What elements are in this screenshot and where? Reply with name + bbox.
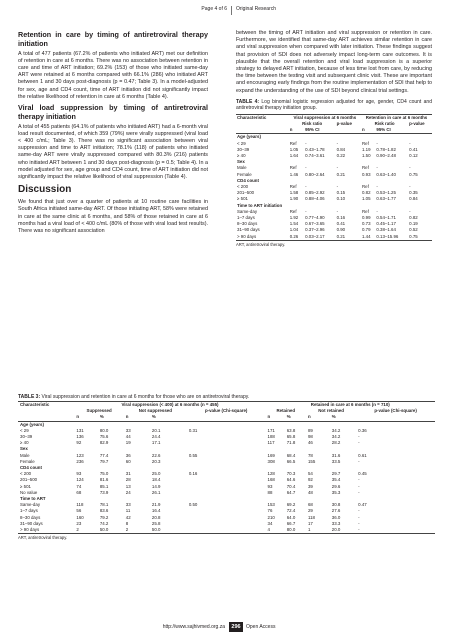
table-cell: 136 <box>76 434 84 440</box>
table-cell: Ref <box>289 165 297 171</box>
table-cell: 28.2 <box>331 440 341 446</box>
table-cell: 80.0 <box>285 527 306 534</box>
table3-header-not-retained: Not retained <box>318 408 344 414</box>
table-cell: 68 <box>307 502 313 508</box>
header-divider <box>231 6 232 15</box>
table-cell: 89 <box>307 427 313 433</box>
table-cell: 0.12 <box>409 153 418 159</box>
table-cell: 74 <box>76 483 82 489</box>
table-cell: 0.38–1.64 <box>376 227 396 233</box>
table-cell: 23 <box>76 520 82 526</box>
row-label: 30–39 <box>20 434 33 440</box>
page-indicator: Page 4 of 6 <box>201 6 227 12</box>
table-cell: 20.8 <box>151 514 161 520</box>
page-footer <box>0 622 453 634</box>
table-cell: - <box>358 508 360 514</box>
row-label: ≥ 40 <box>237 153 246 159</box>
row-label: Same-day <box>20 502 41 508</box>
table-cell: 24.4 <box>151 434 161 440</box>
table3-footnote: ART, antiretroviral therapy. <box>18 535 68 541</box>
table-cell: 1.04 <box>289 227 299 233</box>
table-cell: 31 <box>125 471 131 477</box>
table-cell: 188 <box>267 434 275 440</box>
table-cell: 72.4 <box>286 508 296 514</box>
table-cell: 1.54 <box>289 221 299 227</box>
table-cell: - <box>305 208 307 214</box>
table-cell: 21.9 <box>151 502 161 508</box>
table4-header-p: p-value <box>336 121 352 127</box>
table-cell: 1.50 <box>361 153 371 159</box>
table4-header-viral: Viral suppression at 6 months <box>289 114 361 121</box>
row-label: < 200 <box>20 471 32 477</box>
section-heading-viral-load: Viral load suppression by timing of antiretroviral therapy initiation <box>18 103 208 121</box>
row-label: Same-day <box>237 208 258 214</box>
paragraph-viral-load: A total of 455 patients (64.1% of patients who initiated ART) had a 6-month viral load result documented, of which 359 (79%) were virally suppressed (viral load < 400 c/mL; Table 3). There was no significant association between viral suppression and time to ART initiation; 78.1% (118) of patients who initiated same-day ART were virally suppressed compared with 80.3% (216) patients who initiated ART between 1 and 30 days post-diagnosis (p = 0.5; Table 4). In a model adjusted for sex, age group and CD4 count, time of ART initiation did not significantly impact the relative likelihood of viral suppression (Table 4). <box>18 123 208 181</box>
table-cell: 64.0 <box>286 514 296 520</box>
table-cell: 68 <box>76 489 82 495</box>
table-cell: 0.03–2.17 <box>304 234 335 241</box>
table-cell: 83.6 <box>99 508 109 514</box>
row-label: 201–500 <box>237 190 255 196</box>
row-label: 31–90 days <box>237 227 260 233</box>
table4-header-retention: Retention in care at 6 months <box>361 114 432 121</box>
table-cell: 0.77–4.90 <box>305 215 325 221</box>
table-cell: Ref <box>361 140 369 146</box>
table-cell: 19 <box>125 440 131 446</box>
section-heading-retention: Retention in care by timing of antiretroviral therapy initiation <box>18 30 208 48</box>
table3-header-retained: Retained in care at 6 months (n = 710) <box>266 402 435 409</box>
table-cell: 93 <box>267 483 273 489</box>
table-cell: 0.21 <box>336 234 361 241</box>
table-cell: 0.82 <box>361 190 371 196</box>
table4-header-n2: n <box>361 127 375 134</box>
table-cell: 92 <box>307 477 313 483</box>
table-cell: 14.9 <box>151 483 161 489</box>
table-cell: 16.4 <box>151 508 161 514</box>
table-cell: 2 <box>74 527 97 534</box>
open-access-label: Open Access <box>246 624 276 630</box>
table-cell: 28 <box>125 477 131 483</box>
table-cell: 131 <box>76 427 84 433</box>
table-cell: 0.16 <box>336 215 346 221</box>
table-cell: 35.4 <box>331 477 341 483</box>
table-cell: 25.8 <box>151 520 161 526</box>
table-row <box>18 527 435 534</box>
table-cell: 25.0 <box>151 471 161 477</box>
table-cell: - <box>358 440 360 446</box>
table-cell: 54 <box>307 471 313 477</box>
table-cell: 20.3 <box>151 458 161 464</box>
table4-group-label: Time to ART initiation <box>237 202 283 208</box>
table-cell: 66.5 <box>286 458 296 464</box>
table-cell: Ref <box>289 140 297 146</box>
table-cell: 124 <box>76 477 84 483</box>
table-cell: - <box>336 165 339 171</box>
table-cell: 0.99 <box>361 215 371 221</box>
table-cell: - <box>305 184 307 190</box>
table-cell: 56 <box>76 508 82 514</box>
table-cell: 0.63–1.77 <box>376 196 396 202</box>
table-cell: - <box>376 184 378 190</box>
table-cell: - <box>409 140 411 146</box>
row-label: < 200 <box>237 184 249 190</box>
table-cell: 65.8 <box>286 434 296 440</box>
table-cell: 68.4 <box>286 452 296 458</box>
row-label: < 29 <box>20 427 29 433</box>
table-cell: 0.82 <box>409 215 418 221</box>
table-cell: 22.6 <box>151 452 161 458</box>
table-cell: 0.50 <box>188 502 198 508</box>
table3-header-n: n <box>266 414 285 421</box>
table-cell: 0.36 <box>358 427 367 433</box>
table-cell: 0.54–1.71 <box>376 215 396 221</box>
table4-header-ci: 95% CI <box>304 127 335 134</box>
table-cell: 171 <box>267 427 275 433</box>
table-cell: 30.8 <box>331 502 341 508</box>
table-cell: 0.37–2.96 <box>305 227 325 233</box>
table4-caption: TABLE 4: Log binomial logistic regression adjusted for age, gender, CD4 count and antiretroviral therapy initiation group. <box>236 98 432 112</box>
table-cell: 17.1 <box>151 440 161 446</box>
table-cell: 0.53–1.25 <box>376 190 396 196</box>
table-cell: 0.84 <box>336 146 346 152</box>
article-type-label: Original Research <box>236 6 277 12</box>
table-cell: 153 <box>267 502 275 508</box>
table-cell: 2 <box>124 527 150 534</box>
table-cell: 78.1 <box>99 502 109 508</box>
row-label: 201–500 <box>20 477 38 483</box>
table-cell: 85.1 <box>99 483 109 489</box>
table4-group-label: Age (years) <box>237 134 261 140</box>
table4-header-n: n <box>289 127 304 134</box>
table3-header-n: n <box>306 414 330 421</box>
table3-group-label: Age (years) <box>20 421 44 427</box>
table-cell: 1 <box>306 527 330 534</box>
table-cell: 39 <box>307 483 313 489</box>
table-cell: 34.2 <box>331 427 341 433</box>
table-cell: 70.3 <box>286 471 296 477</box>
table-cell: - <box>358 434 360 440</box>
table-cell: 76 <box>267 508 273 514</box>
table-cell: 18.4 <box>151 477 161 483</box>
table3-header-n: n <box>74 414 97 421</box>
table-cell: 70.4 <box>286 483 296 489</box>
table-cell: Ref <box>289 208 297 214</box>
table-cell: 79.7 <box>99 458 109 464</box>
table-cell: 17 <box>307 520 313 526</box>
table-cell: 0.90 <box>336 227 346 233</box>
table-cell: Ref <box>289 184 297 190</box>
table4 <box>236 114 432 241</box>
table-cell: 0.85–2.92 <box>305 190 325 196</box>
paragraph-discussion: We found that just over a quarter of patients at 10 routine care facilities in South Africa initiated same-day ART. Of those initiating ART, 58% were retained in care at the same clinic at 6 months, and 58% of those retained in care at 6 months had a viral load of < 400 c/mL (80% of those with viral load test results). There was no significant association <box>18 199 208 235</box>
table3-header-p1: p-value (Chi-square) <box>204 408 248 414</box>
table-cell: 20.1 <box>151 427 161 433</box>
table-cell: 0.90–2.48 <box>376 153 396 159</box>
table-cell: 0.63–1.40 <box>376 171 396 177</box>
table-cell: 34 <box>267 520 273 526</box>
table-cell: 0.16 <box>188 471 198 477</box>
table-cell: 0.55 <box>188 452 198 458</box>
table3-header-characteristic: Characteristic <box>18 402 74 409</box>
row-label: ≥ 40 <box>20 440 29 446</box>
table-cell: 33 <box>125 427 131 433</box>
table-cell: 75.6 <box>99 434 109 440</box>
table4-header-ci2: 95% CI <box>375 127 408 134</box>
table3-header-suppressed: Suppressed <box>86 408 112 414</box>
table-cell: 77.4 <box>99 452 109 458</box>
table-cell: 0.13–15.96 <box>375 234 408 241</box>
row-label: 31–90 days <box>20 520 43 526</box>
table3-header-pct: % <box>285 414 306 421</box>
table-cell: 1.05 <box>289 146 299 152</box>
table-cell: 29.6 <box>331 483 341 489</box>
table-cell: 36.0 <box>331 514 341 520</box>
table-cell: 66.7 <box>286 520 296 526</box>
right-column <box>236 30 432 248</box>
row-label: 1–7 days <box>20 508 38 514</box>
table-cell: 0.61 <box>358 452 367 458</box>
table-cell: 0.79 <box>361 227 371 233</box>
table-cell: 118 <box>76 502 84 508</box>
paragraph-retention: A total of 477 patients (67.2% of patients who initiated ART) met our definition of retention in care at 6 months. There was no association between retention in care and time of ART initiation; 69.2% (153) of those who initiated same-day ART were retained at 6 months compared with 66.1% (286) who initiated ART between 1 and 30 days post-diagnosis (p = 0.47; Table 3). In a model-adjusted for sex, age and CD4 count, time of ART initiation did not significantly impact the relative likelihood of retention in care at 6 months (Table 4). <box>18 50 208 100</box>
table-cell: 0.15 <box>336 190 346 196</box>
table-cell: 169 <box>267 452 275 458</box>
row-label: 8–30 days <box>237 221 258 227</box>
table-cell: 1.64 <box>289 153 299 159</box>
table-cell: 34.2 <box>331 434 341 440</box>
table-cell: 160 <box>76 514 84 520</box>
table-cell: Ref <box>361 208 369 214</box>
table-cell: 78 <box>307 452 313 458</box>
table-cell: 0.35 <box>409 190 418 196</box>
table-cell: - <box>358 477 360 483</box>
table3-header-n: n <box>124 414 150 421</box>
table-cell: 1.19 <box>361 146 371 152</box>
table-cell: 92 <box>76 440 82 446</box>
row-label: 30–39 <box>237 146 250 152</box>
table-cell: 0.93 <box>361 171 371 177</box>
row-label: > 90 days <box>18 527 74 534</box>
table-cell <box>187 527 266 534</box>
table-cell: 0.41 <box>409 146 418 152</box>
table-cell: 0.47 <box>358 502 367 508</box>
row-label: 1–7 days <box>237 215 255 221</box>
table-cell: 80.0 <box>99 427 109 433</box>
table-cell: 79.2 <box>99 514 109 520</box>
table-cell: - <box>336 140 339 146</box>
table-cell: - <box>305 140 307 146</box>
table-cell: 168 <box>267 477 275 483</box>
table-cell: 4 <box>266 527 285 534</box>
table-cell: 46 <box>307 440 313 446</box>
table-cell: 29 <box>307 508 313 514</box>
table-cell: - <box>356 527 435 534</box>
table-cell: 44 <box>125 434 131 440</box>
table-cell: 88 <box>267 489 273 495</box>
table-cell: 20.0 <box>330 527 356 534</box>
table-cell: 0.21 <box>336 171 346 177</box>
table-cell: 0.84 <box>409 196 418 202</box>
table-cell: 13 <box>125 483 131 489</box>
table-cell: 0.67–3.65 <box>305 221 325 227</box>
table-cell: 75.0 <box>99 471 109 477</box>
table3-group-label: Sex <box>20 446 28 452</box>
row-label: Female <box>237 171 252 177</box>
table-cell: 27.6 <box>331 508 341 514</box>
table-cell: 0.26 <box>289 234 304 241</box>
table3-group-label: CD4 count <box>20 465 42 471</box>
table-row <box>236 234 432 241</box>
table3-header-pct: % <box>330 414 356 421</box>
table-cell: 73.9 <box>99 489 109 495</box>
left-column <box>18 30 208 238</box>
table-cell: 117 <box>267 440 275 446</box>
table-cell: Ref <box>361 165 369 171</box>
table-cell: 8 <box>125 520 129 526</box>
table-cell: 60 <box>125 458 131 464</box>
table-cell: - <box>376 140 378 146</box>
table4-group-label: Sex <box>237 159 245 165</box>
table-cell: - <box>358 514 360 520</box>
table-cell: - <box>358 458 360 464</box>
table3-header-pct: % <box>150 414 187 421</box>
table3-group-label: Time to ART <box>20 496 46 502</box>
row-label: Male <box>237 165 247 171</box>
table-cell: 48 <box>307 489 313 495</box>
table4-footnote: ART, antiretroviral therapy. <box>236 241 286 247</box>
table-cell: 1.44 <box>361 234 375 241</box>
table-cell: 0.75 <box>409 171 418 177</box>
table-cell: 74.2 <box>99 520 109 526</box>
table4-header-p2: p-value <box>409 121 425 127</box>
table-cell: - <box>336 208 339 214</box>
table-cell: 210 <box>267 514 275 520</box>
table-cell: 42 <box>125 514 131 520</box>
table-cell: 26.1 <box>151 489 161 495</box>
table-cell: - <box>409 184 411 190</box>
table-cell: 0.10 <box>336 196 346 202</box>
table-cell: 31.6 <box>331 452 341 458</box>
table-cell: 0.78–1.82 <box>376 146 396 152</box>
table-cell: 118 <box>307 514 315 520</box>
table-cell: 81.6 <box>99 477 109 483</box>
table-cell: 0.75 <box>408 234 432 241</box>
table3-header-not-suppressed: Not suppressed <box>138 408 172 414</box>
table-cell: 0.43–1.78 <box>305 146 325 152</box>
table-cell: 236 <box>76 458 84 464</box>
table4-header-rr: Risk ratio <box>302 121 323 127</box>
table-cell: 0.45 <box>358 471 367 477</box>
table-cell: - <box>376 165 378 171</box>
row-label: 8–30 days <box>20 514 41 520</box>
table4-header-rr2: Risk ratio <box>374 121 395 127</box>
table-cell: 63.8 <box>286 427 296 433</box>
table-cell: 0.74–3.61 <box>305 153 325 159</box>
table4-header-characteristic: Characteristic <box>236 114 289 121</box>
table-cell: 33.3 <box>331 520 341 526</box>
table-cell: 35.3 <box>331 489 341 495</box>
table-cell: 36 <box>125 452 131 458</box>
table-cell: 69.2 <box>286 502 296 508</box>
row-label: Male <box>20 452 30 458</box>
table-cell: 82.9 <box>99 440 109 446</box>
table-cell: 0.22 <box>336 153 346 159</box>
table-cell: 128 <box>267 471 275 477</box>
table-cell: 50.0 <box>150 527 187 534</box>
table-cell: 24 <box>125 489 131 495</box>
table4-group-label: CD4 count <box>237 177 259 183</box>
table-cell: - <box>409 165 411 171</box>
table-cell: 64.6 <box>286 477 296 483</box>
table-cell: 155 <box>307 458 316 464</box>
table3 <box>18 401 435 534</box>
paragraph-discussion-cont: between the timing of ART initiation and viral suppression or retention in care. Furthermore, we identified that same-day ART achieves similar retention in care and viral suppression when compared with later initiation. These findings suggest that provision of SDI does not adversely impact long-term care outcomes. It is plausible that the overall retention and viral load suppression is a superior strategy to delayed ART initiation, because of less time lost from care, by reducing the time between the testing visit and subsequent clinic visit. These are important and encouraging early findings from the routine implementation of SDI that help to expand the understanding of the use of SDI beyond clinical trial settings. <box>236 30 432 94</box>
row-label: ≥ 501 <box>237 196 248 202</box>
table-cell: 0.88–4.06 <box>305 196 325 202</box>
table-cell: 50.0 <box>98 527 124 534</box>
row-label: No value <box>20 489 38 495</box>
table3-header-pct: % <box>98 414 124 421</box>
table-cell: 0.45–1.17 <box>376 221 396 227</box>
table-cell: - <box>358 520 360 526</box>
table-cell: 0.52 <box>409 227 418 233</box>
table-cell: 64.7 <box>286 489 296 495</box>
table-cell: 0.80–2.64 <box>305 171 325 177</box>
section-heading-discussion: Discussion <box>18 184 72 196</box>
table3-header-retained-sub: Retained <box>276 408 296 414</box>
table3-container <box>18 394 435 541</box>
table-cell: - <box>305 165 307 171</box>
table-cell: 33 <box>125 502 131 508</box>
table-cell: 93 <box>76 471 82 477</box>
page-number: 296 <box>229 622 243 632</box>
table-cell: 0.41 <box>336 221 346 227</box>
table-cell: 1.46 <box>289 171 299 177</box>
table-cell: Ref <box>361 184 369 190</box>
table-cell: 1.58 <box>289 190 299 196</box>
table-cell: 29.7 <box>331 471 341 477</box>
table-cell: - <box>376 208 378 214</box>
table-cell: 71.8 <box>286 440 296 446</box>
table-cell: 1.05 <box>361 196 371 202</box>
table-cell: 123 <box>76 452 84 458</box>
row-label: > 90 days <box>236 234 289 241</box>
row-label: Female <box>20 458 35 464</box>
row-label: ≥ 501 <box>20 483 31 489</box>
table3-caption: TABLE 3: Viral suppression and retention in care at 6 months for those who are on antiretroviral therapy. <box>18 394 250 400</box>
table3-header-p2: p-value (Chi-square) <box>374 408 417 414</box>
table-cell: - <box>409 208 411 214</box>
table-cell: 98 <box>307 434 313 440</box>
table-cell: 1.90 <box>289 196 299 202</box>
table-cell: - <box>358 483 360 489</box>
table-cell: 0.31 <box>188 427 198 433</box>
table3-header-viral: Viral suppression (< 400) at 6 months (n = 455) <box>74 402 265 409</box>
table-cell: 308 <box>267 458 275 464</box>
table-cell: 0.73 <box>361 221 371 227</box>
table-cell: 11 <box>125 508 131 514</box>
table-cell: 0.19 <box>409 221 418 227</box>
table-cell: 33.5 <box>331 458 341 464</box>
page-header <box>0 6 453 18</box>
journal-url-link[interactable]: http://www.sajhivmed.org.za <box>162 624 225 630</box>
row-label: < 29 <box>237 140 246 146</box>
table-cell: - <box>358 489 360 495</box>
table-cell: 1.92 <box>289 215 299 221</box>
table-cell: - <box>336 184 339 190</box>
